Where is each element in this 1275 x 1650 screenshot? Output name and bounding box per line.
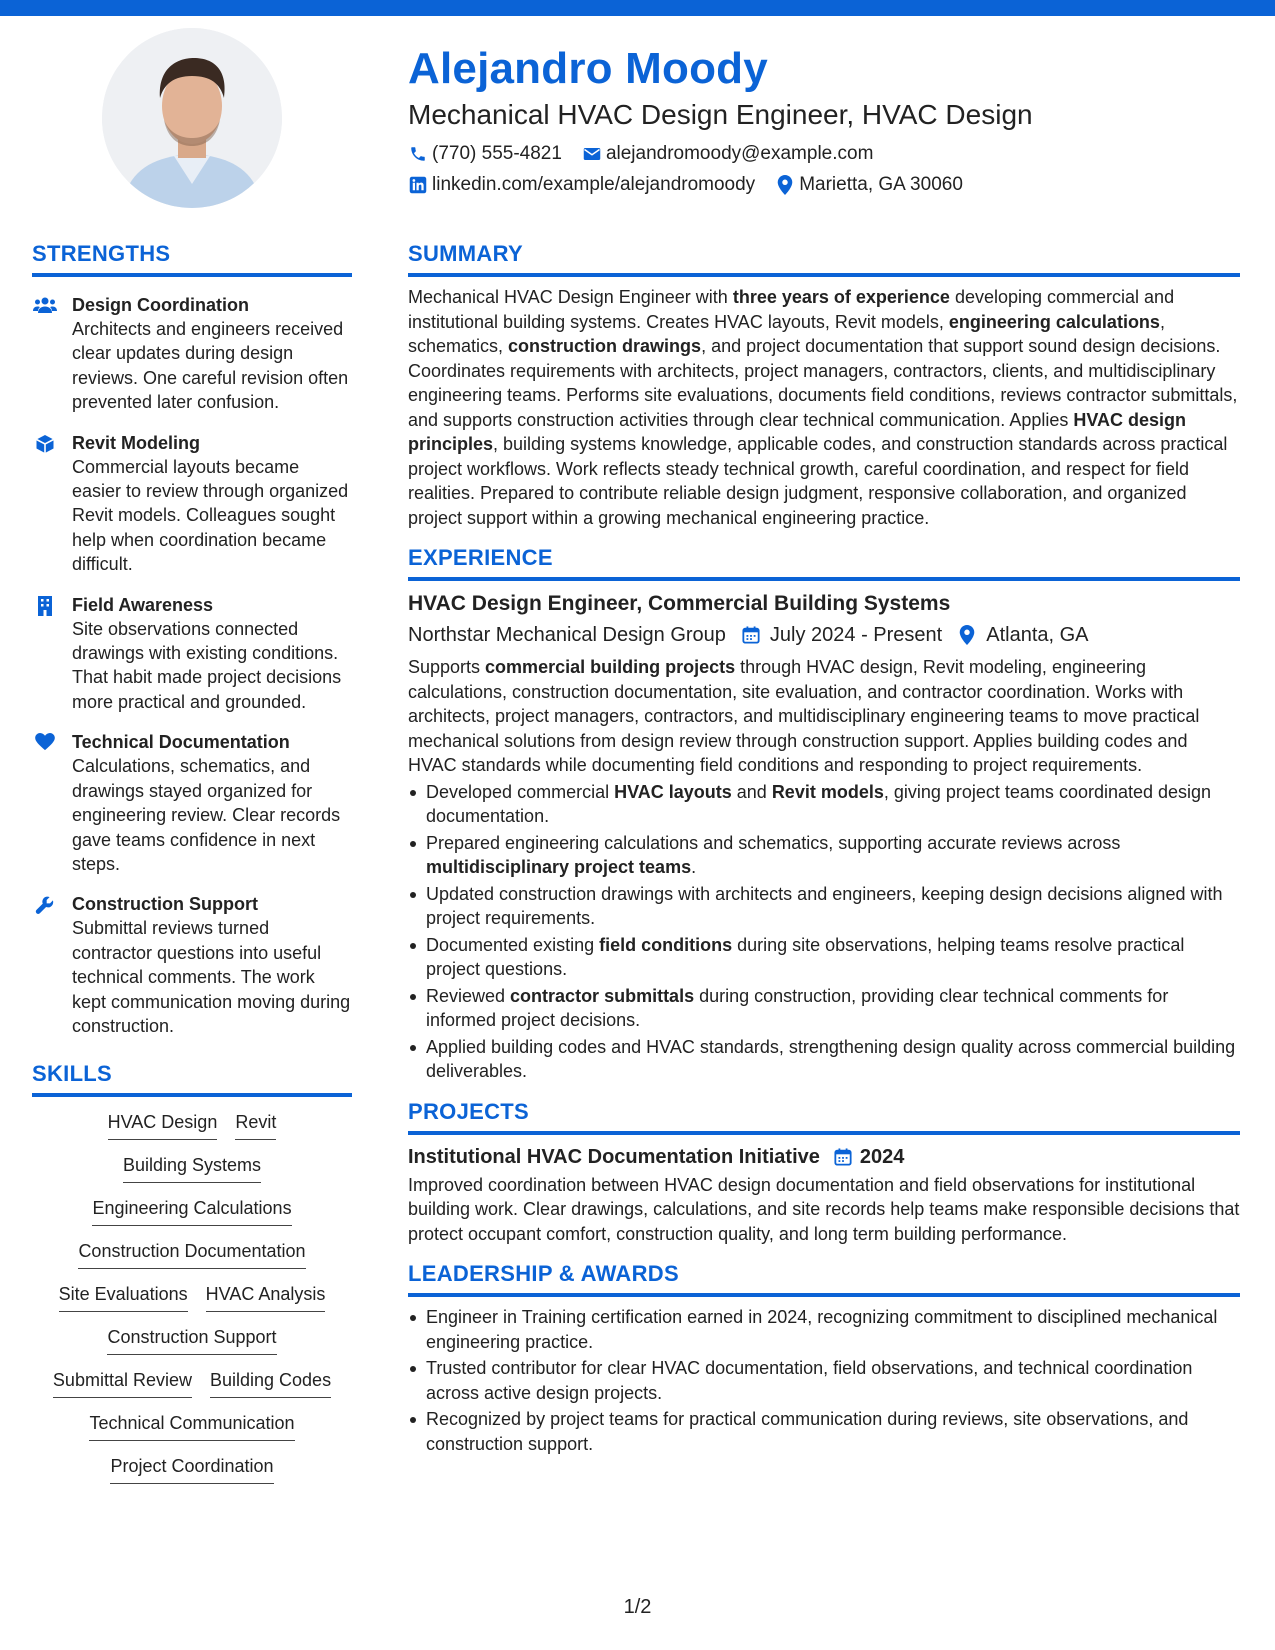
right-column — [408, 240, 1240, 1456]
strength-text: Submittal reviews turned contractor questions into useful technical comments. The work kept communication moving during construction. — [72, 918, 351, 1036]
calendar-icon — [740, 624, 762, 646]
strength-item — [32, 293, 352, 415]
summary-heading: SUMMARY — [408, 240, 1240, 277]
email-item[interactable] — [582, 143, 873, 165]
experience-heading: EXPERIENCE — [408, 544, 1240, 581]
strength-item — [32, 892, 352, 1038]
job-location-text: Atlanta, GA — [986, 624, 1089, 646]
linkedin-icon — [408, 175, 428, 195]
company-name: Northstar Mechanical Design Group — [408, 624, 726, 646]
resume-header — [408, 40, 1248, 199]
skills-list — [32, 1110, 352, 1484]
strength-title: Revit Modeling — [72, 432, 201, 453]
leadership-bullet: Recognized by project teams for practical communication during reviews, site observations, and construction support. — [408, 1407, 1240, 1456]
strength-text: Site observations connected drawings with existing conditions. That habit made project decisions more practical and grounded. — [72, 618, 342, 712]
skill-tag: Building Systems — [123, 1153, 261, 1183]
skill-tag: Project Coordination — [110, 1454, 273, 1484]
wrench-icon — [32, 892, 58, 1038]
skills-row — [32, 1153, 352, 1183]
linkedin-text: linkedin.com/example/alejandromoody — [432, 174, 756, 195]
job-title: HVAC Design Engineer, Commercial Building Systems — [408, 592, 951, 615]
skill-tag: Technical Communication — [89, 1411, 294, 1441]
job-dates-text: July 2024 - Present — [769, 624, 943, 646]
job-bullet: Prepared engineering calculations and schematics, supporting accurate reviews across multidisciplinary project teams. — [408, 831, 1240, 880]
cube-icon — [32, 431, 58, 577]
phone-text: (770) 555-4821 — [432, 143, 562, 164]
candidate-title: Mechanical HVAC Design Engineer, HVAC Design — [408, 99, 1033, 130]
skill-tag: HVAC Analysis — [206, 1282, 326, 1312]
skills-row — [32, 1239, 352, 1269]
map-pin-icon — [956, 624, 978, 646]
skills-row — [32, 1454, 352, 1484]
skill-tag: Engineering Calculations — [92, 1196, 291, 1226]
job-bullet: Updated construction drawings with architects and engineers, keeping design decisions aligned with project requirements. — [408, 882, 1240, 931]
left-column — [32, 240, 352, 1484]
job-dates — [740, 621, 942, 649]
skill-tag: Site Evaluations — [59, 1282, 188, 1312]
leadership-heading: LEADERSHIP & AWARDS — [408, 1260, 1240, 1297]
job-bullet: Applied building codes and HVAC standards, strengthening design quality across commercial building deliverables. — [408, 1035, 1240, 1084]
skill-tag: Construction Documentation — [78, 1239, 305, 1269]
map-pin-icon — [775, 175, 795, 195]
location-text: Marietta, GA 30060 — [799, 174, 963, 195]
strength-text: Commercial layouts became easier to review through organized Revit models. Colleagues sought help when coordination became difficult. — [72, 456, 349, 575]
skills-row — [32, 1411, 352, 1441]
job-bullet: Developed commercial HVAC layouts and Revit models, giving project teams coordinated design documentation. — [408, 780, 1240, 829]
projects-heading: PROJECTS — [408, 1098, 1240, 1135]
strength-item — [32, 431, 352, 577]
skills-row — [32, 1196, 352, 1226]
strength-title: Design Coordination — [72, 295, 249, 315]
heart-icon — [32, 730, 58, 876]
skills-row — [32, 1325, 352, 1355]
calendar-icon — [832, 1146, 854, 1168]
location-item — [775, 174, 963, 196]
project-text: Improved coordination between HVAC design documentation and field observations for institutional building work. Clear drawings, calculations, and site records help teams make responsible decisions that protect occupant comfort, construction quality, and long term building performance. — [408, 1174, 1240, 1244]
job-bullet: Documented existing field conditions during site observations, helping teams resolve practical project questions. — [408, 933, 1240, 982]
skill-tag: Building Codes — [210, 1368, 331, 1398]
strength-title: Construction Support — [72, 894, 258, 915]
contact-row-1 — [408, 140, 1248, 168]
users-icon — [32, 293, 58, 415]
job-bullet: Reviewed contractor submittals during construction, providing clear technical comments for informed project decisions. — [408, 984, 1240, 1033]
leadership-bullets — [408, 1305, 1240, 1456]
strengths-heading: STRENGTHS — [32, 240, 352, 277]
project-title: Institutional HVAC Documentation Initiative — [408, 1145, 820, 1168]
job-description: Supports commercial building projects through HVAC design, Revit modeling, engineering calculations, construction documentation, site evaluation, and contractor coordination. Works with architects, project managers, contractors, and multidisciplinary engineering teams to move practical mechanical solutions from design review through construction support. Applies building codes and HVAC standards while documenting field conditions and responding to project requirements. — [408, 657, 1200, 775]
summary-text: Mechanical HVAC Design Engineer with three years of experience developing commercial and institutional building systems. Creates HVAC layouts, Revit models, engineering calculations, schematics, construction drawings, and project documentation that support sound design decisions. Coordinates requirements with architects, project managers, contractors, clients, and multidisciplinary engineering teams. Performs site evaluations, documents field conditions, reviews contractor submittals, and supports construction activities through clear technical communication. Applies HVAC design principles, building systems knowledge, applicable codes, and construction standards across practical project workflows. Work reflects steady technical growth, careful coordination, and respect for field realities. Prepared to contribute reliable design judgment, responsive collaboration, and organized project support within a growing mechanical engineering practice. — [408, 287, 1238, 528]
linkedin-item[interactable] — [408, 174, 755, 196]
skill-tag: Construction Support — [107, 1325, 276, 1355]
profile-photo — [102, 28, 282, 208]
envelope-icon — [582, 144, 602, 164]
skills-row — [32, 1110, 352, 1140]
skill-tag: Submittal Review — [53, 1368, 192, 1398]
skills-row — [32, 1282, 352, 1312]
strength-title: Field Awareness — [72, 594, 214, 615]
strength-title: Technical Documentation — [72, 732, 290, 753]
contact-row-2 — [408, 171, 1248, 199]
skills-row — [32, 1368, 352, 1398]
job-meta — [408, 621, 1240, 649]
strength-text: Calculations, schematics, and drawings stayed organized for engineering review. Clear records gave teams confidence in next steps. — [72, 756, 341, 874]
email-text: alejandromoody@example.com — [605, 143, 874, 164]
job-bullets — [408, 780, 1240, 1084]
page-number: 1/2 — [623, 1596, 652, 1618]
phone-icon — [408, 144, 428, 164]
strength-text: Architects and engineers received clear updates during design reviews. One careful revision often prevented later confusion. — [72, 319, 349, 413]
project-title-row — [408, 1143, 1240, 1171]
leadership-bullet: Trusted contributor for clear HVAC documentation, field observations, and technical coordination across active design projects. — [408, 1356, 1240, 1405]
skill-tag: Revit — [235, 1110, 276, 1140]
leadership-bullet: Engineer in Training certification earned in 2024, recognizing commitment to disciplined mechanical engineering practice. — [408, 1305, 1240, 1354]
top-accent-bar — [0, 0, 1275, 16]
skills-heading: SKILLS — [32, 1060, 352, 1097]
skill-tag: HVAC Design — [108, 1110, 218, 1140]
phone-item — [408, 143, 562, 165]
candidate-name: Alejandro Moody — [408, 44, 768, 93]
job-location — [956, 621, 1088, 649]
strength-item — [32, 593, 352, 715]
building-icon — [32, 593, 58, 715]
project-year: 2024 — [859, 1145, 905, 1168]
strength-item — [32, 730, 352, 876]
